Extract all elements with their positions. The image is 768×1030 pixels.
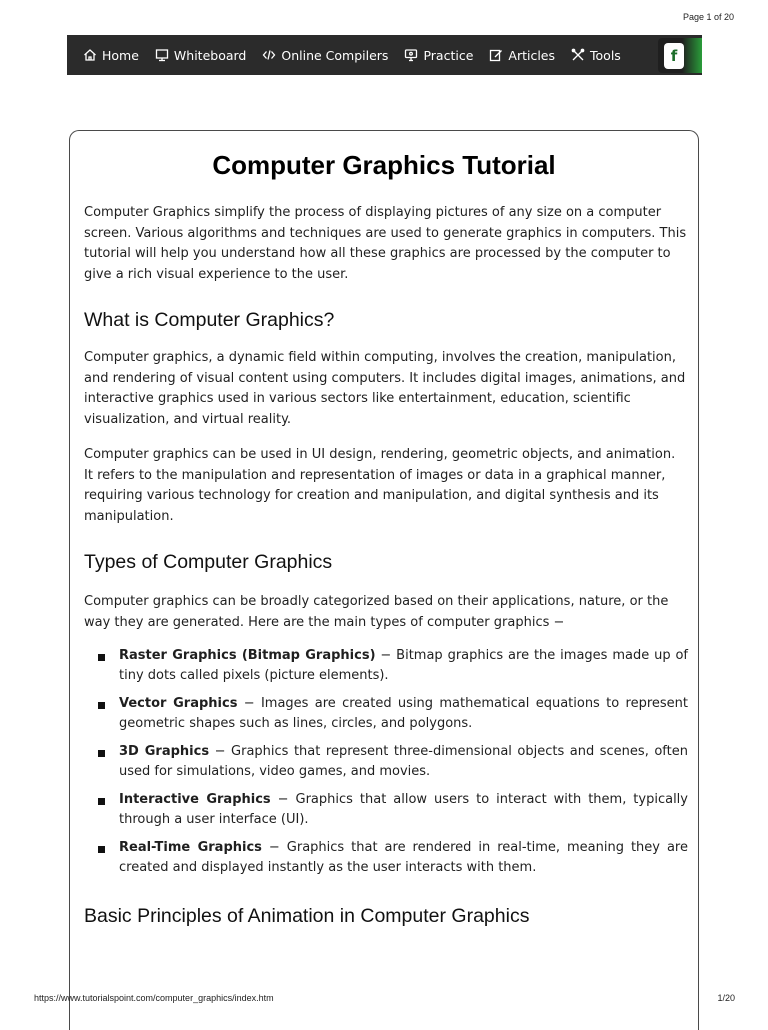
section-heading-types: Types of Computer Graphics <box>84 551 333 573</box>
list-item-desc: − Graphics that represent three-dimensional objects and scenes, often used for simulations, video games, and movies. <box>119 744 688 779</box>
footer-page-number: 1/20 <box>717 993 735 1003</box>
bullet-icon <box>98 750 105 757</box>
nav-home-label: Home <box>102 47 139 63</box>
types-paragraph: Computer graphics can be broadly categorized based on their applications, nature, or the way they are generated. Here are the main types of computer graphics − <box>84 594 669 630</box>
facebook-glyph: f <box>670 46 678 65</box>
tools-icon <box>571 48 585 62</box>
types-list <box>84 646 688 886</box>
section-heading-animation: Basic Principles of Animation in Computer Graphics <box>84 905 530 927</box>
list-item-desc: − Graphics that allow users to interact with them, typically through a user interface (UI). <box>119 792 688 827</box>
bullet-icon <box>98 846 105 853</box>
whiteboard-icon <box>155 48 169 62</box>
list-item-desc: − Images are created using mathematical equations to represent geometric shapes such as lines, circles, and polygons. <box>119 696 688 731</box>
facebook-icon <box>664 43 684 69</box>
code-icon <box>262 48 276 62</box>
list-item-term: 3D Graphics <box>119 744 210 759</box>
list-item <box>84 646 688 686</box>
list-item <box>84 694 688 734</box>
footer-url: https://www.tutorialspoint.com/computer_graphics/index.htm <box>34 993 274 1003</box>
list-item-term: Vector Graphics <box>119 696 238 711</box>
bullet-icon <box>98 798 105 805</box>
nav-tools-label: Tools <box>590 47 621 63</box>
nav-whiteboard[interactable] <box>155 48 246 63</box>
bullet-icon <box>98 702 105 709</box>
nav-home[interactable] <box>83 48 139 63</box>
what-is-paragraph-1: Computer graphics, a dynamic field within computing, involves the creation, manipulation, and rendering of visual content using computers. It includes digital images, animations, and interactive graphics used in various sectors like entertainment, education, scientific visualization, and virtual reality. <box>84 350 686 427</box>
nav-articles-label: Articles <box>508 47 556 63</box>
nav-tools[interactable] <box>571 48 621 63</box>
list-item <box>84 742 688 782</box>
top-navbar <box>67 35 702 75</box>
nav-practice-label: Practice <box>423 47 474 63</box>
edit-icon <box>489 48 503 62</box>
list-item-desc: − Graphics that are rendered in real-time, meaning they are created and displayed instantly as the user interacts with them. <box>119 840 688 875</box>
nav-online-compilers[interactable] <box>262 48 388 63</box>
list-item-desc: − Bitmap graphics are the images made up of tiny dots called pixels (picture elements). <box>119 648 688 683</box>
nav-online-compilers-label: Online Compilers <box>281 47 389 63</box>
intro-paragraph: Computer Graphics simplify the process of displaying pictures of any size on a computer screen. Various algorithms and techniques are used to generate graphics in computers. This tutorial will help you understand how all these graphics are processed by the computer to give a rich visual experience to the user. <box>84 205 687 282</box>
list-item-term: Interactive Graphics <box>119 792 271 807</box>
list-item <box>84 790 688 830</box>
what-is-paragraph-2: Computer graphics can be used in UI design, rendering, geometric objects, and animation. It refers to the manipulation and representation of images or data in a graphical manner, requiring various technology for creation and manipulation, and digital synthesis and its manipulation. <box>84 447 676 524</box>
list-item-term: Raster Graphics (Bitmap Graphics) <box>119 648 376 663</box>
home-icon <box>83 48 97 62</box>
page-header: Page 1 of 20 <box>682 12 734 22</box>
nav-articles[interactable] <box>489 48 555 63</box>
page-title: Computer Graphics Tutorial <box>212 150 556 180</box>
section-heading-what-is: What is Computer Graphics? <box>84 309 335 331</box>
bullet-icon <box>98 654 105 661</box>
list-item <box>84 838 688 878</box>
nav-practice[interactable] <box>404 48 473 63</box>
list-item-term: Real-Time Graphics <box>119 840 262 855</box>
facebook-share-tab[interactable] <box>658 38 702 73</box>
monitor-icon <box>404 48 418 62</box>
nav-whiteboard-label: Whiteboard <box>173 47 247 63</box>
